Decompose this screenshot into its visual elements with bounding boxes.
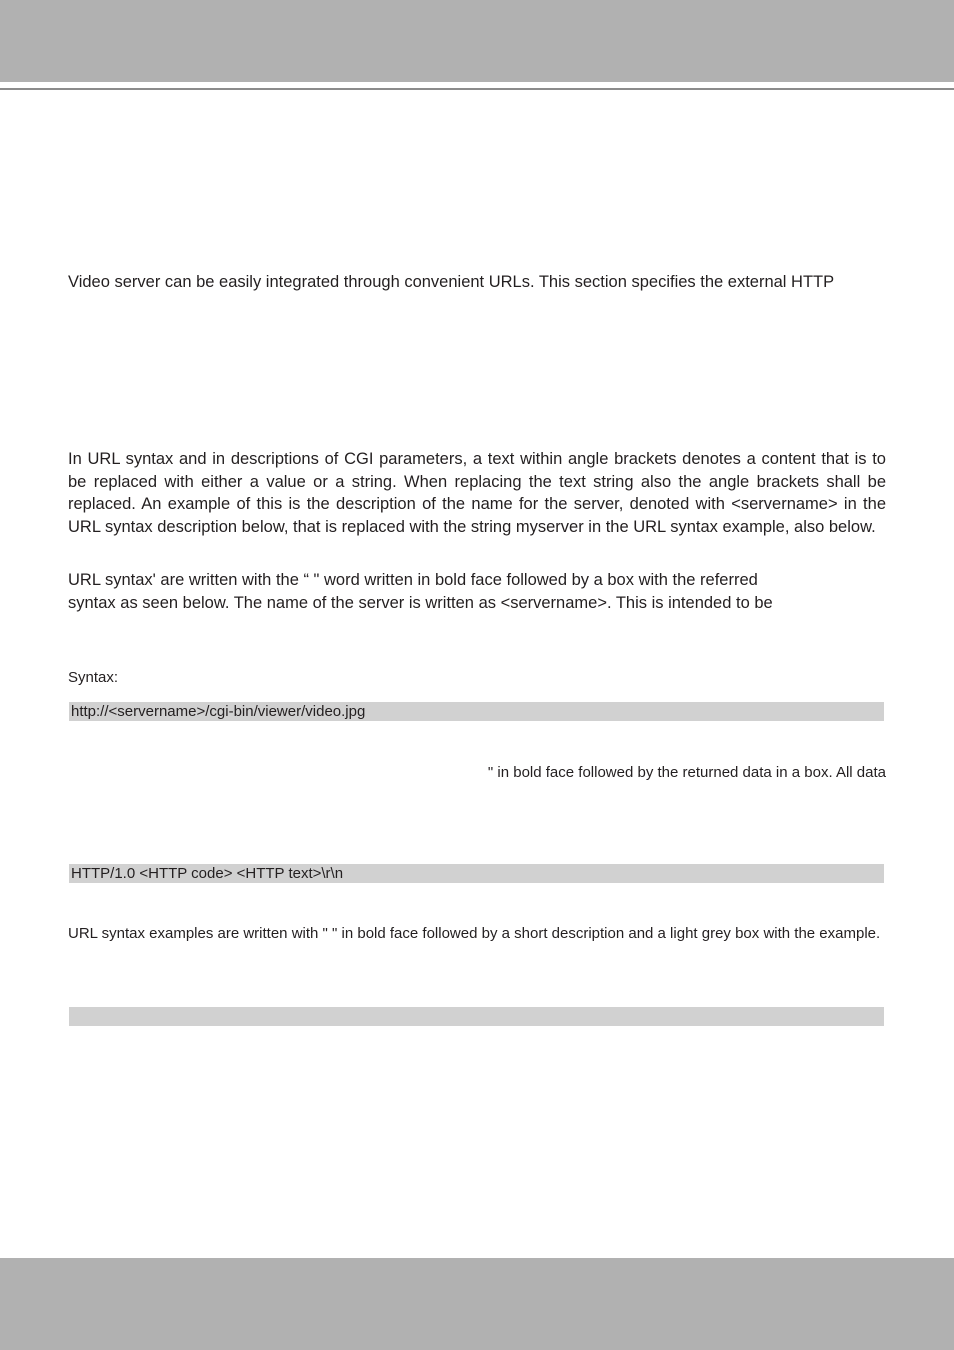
page-footer-band: [0, 1258, 954, 1350]
conventions-paragraph: In URL syntax and in descriptions of CGI parameters, a text within angle brackets denotes a content that is to be replaced with either a value or a string. When replacing the text string also the angle brackets shall be replaced. An example of this is the description of the name for the server, denoted with <servername> in the URL syntax description below, that is replaced with the string myserver in the URL syntax example, also below.: [68, 450, 886, 536]
example-paragraph: URL syntax examples are written with " " in bold face followed by a short description and a light grey box with the example.: [68, 925, 881, 942]
page-header-band: [0, 0, 954, 82]
url-syntax-paragraph-line-2: syntax as seen below. The name of the server is written as <servername>. This is intended to be: [68, 594, 773, 612]
example-code-box: [69, 1007, 884, 1026]
url-syntax-paragraph-line-1: URL syntax' are written with the “ " word written in bold face followed by a box with the referred: [68, 571, 758, 589]
return-description-fragment: " in bold face followed by the returned data in a box. All data: [487, 764, 886, 781]
syntax-label: Syntax:: [68, 669, 119, 686]
intro-paragraph: Video server can be easily integrated through convenient URLs. This section specifies the external HTTP: [68, 273, 835, 291]
syntax-code-box: http://<servername>/cgi-bin/viewer/video.jpg: [69, 702, 884, 721]
return-code-box: HTTP/1.0 <HTTP code> <HTTP text>\r\n: [69, 864, 884, 883]
header-divider: [0, 88, 954, 90]
